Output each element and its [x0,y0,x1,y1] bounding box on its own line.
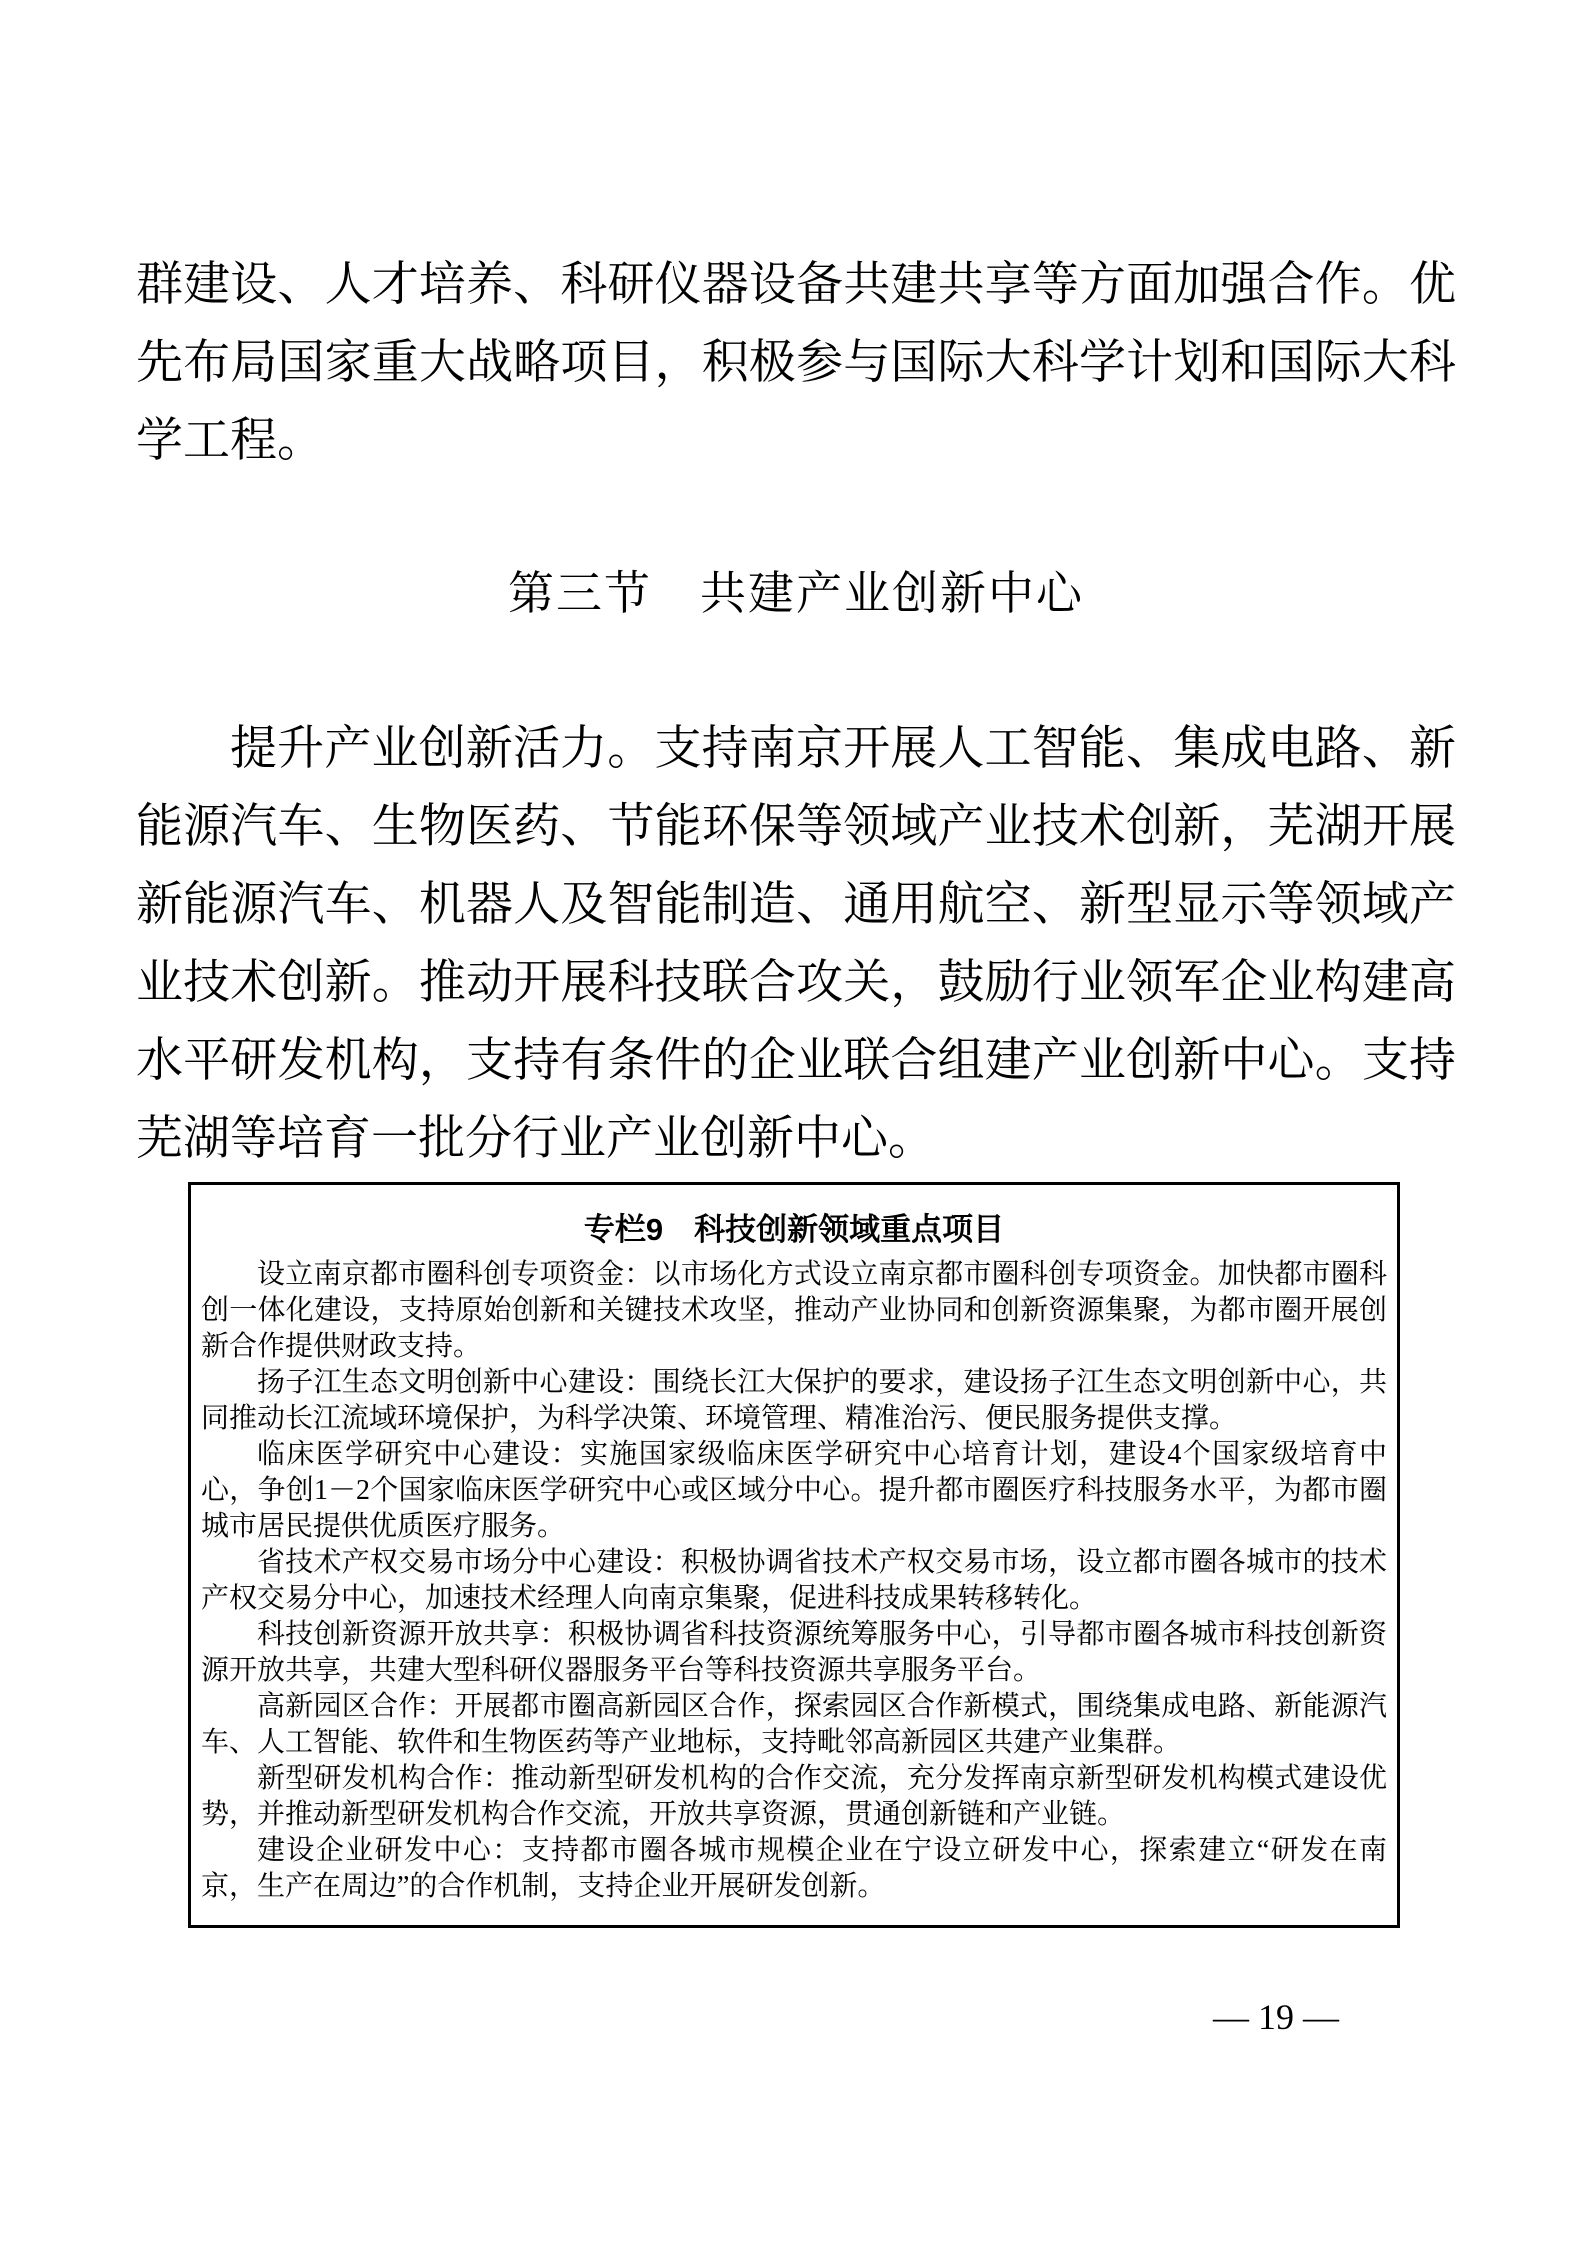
box-item-lead: 省技术产权交易市场分中心建设： [257,1547,681,1578]
box-item-yangzijiang-center [201,1365,1387,1437]
box-item-new-rd-institution [201,1761,1387,1833]
box-item-hightech-park [201,1689,1387,1761]
box-item-lead: 高新园区合作： [257,1691,455,1722]
page-content [136,0,1456,1928]
box-item-special-fund [201,1257,1387,1365]
box-item-text: 围绕长江大保护的要求，建设扬子江生态文明创新中心，共同推动长江流域环境保护，为科学决策、环境管理、精准治污、便民服务提供支撑。 [201,1367,1387,1434]
box-item-lead: 设立南京都市圈科创专项资金： [257,1259,653,1290]
box-item-text: 支持都市圈各城市规模企业在宁设立研发中心，探索建立“研发在南京，生产在周边”的合作机制，支持企业开展研发创新。 [201,1835,1387,1902]
paragraph-industry-innovation: 提升产业创新活力。支持南京开展人工智能、集成电路、新能源汽车、生物医药、节能环保等领域产业技术创新，芜湖开展新能源汽车、机器人及智能制造、通用航空、新型显示等领域产业技术创新。推动开展科技联合攻关，鼓励行业领军企业构建高水平研发机构，支持有条件的企业联合组建产业创新中心。支持芜湖等培育一批分行业产业创新中心。 [136,723,1456,1165]
box-item-lead: 新型研发机构合作： [257,1763,512,1794]
box-item-text: 推动新型研发机构的合作交流，充分发挥南京新型研发机构模式建设优势，并推动新型研发机构合作交流，开放共享资源，贯通创新链和产业链。 [201,1763,1387,1830]
box-item-tech-property-market [201,1545,1387,1617]
box-item-open-sharing [201,1617,1387,1689]
page-number: — 19 — [1213,1997,1339,2037]
box-item-text: 积极协调省技术产权交易市场，设立都市圈各城市的技术产权交易分中心，加速技术经理人向南京集聚，促进科技成果转移转化。 [201,1547,1387,1614]
box-item-text: 实施国家级临床医学研究中心培育计划，建设4个国家级培育中心，争创1－2个国家临床医学研究中心或区域分中心。提升都市圈医疗科技服务水平，为都市圈城市居民提供优质医疗服务。 [201,1439,1387,1542]
box-item-text: 开展都市圈高新园区合作，探索园区合作新模式，围绕集成电路、新能源汽车、人工智能、软件和生物医药等产业地标，支持毗邻高新园区共建产业集群。 [201,1691,1387,1758]
box-item-clinical-medicine [201,1437,1387,1545]
box-item-text: 积极协调省科技资源统筹服务中心，引导都市圈各城市科技创新资源开放共享，共建大型科研仪器服务平台等科技资源共享服务平台。 [201,1619,1387,1686]
box-item-lead: 科技创新资源开放共享： [257,1619,568,1650]
box-title: 专栏9 科技创新领域重点项目 [583,1212,1005,1247]
paragraph-cooperation: 群建设、人才培养、科研仪器设备共建共享等方面加强合作。优先布局国家重大战略项目，积极参与国际大科学计划和国际大科学工程。 [136,259,1456,467]
column-box-9 [188,1182,1400,1928]
section-heading: 第三节 共建产业创新中心 [508,568,1084,619]
box-item-text: 以市场化方式设立南京都市圈科创专项资金。加快都市圈科创一体化建设，支持原始创新和关键技术攻坚，推动产业协同和创新资源集聚，为都市圈开展创新合作提供财政支持。 [201,1259,1387,1362]
box-item-lead: 扬子江生态文明创新中心建设： [257,1367,653,1398]
box-item-lead: 临床医学研究中心建设： [257,1439,581,1470]
box-item-lead: 建设企业研发中心： [257,1835,522,1866]
box-item-enterprise-rd-center [201,1833,1387,1905]
